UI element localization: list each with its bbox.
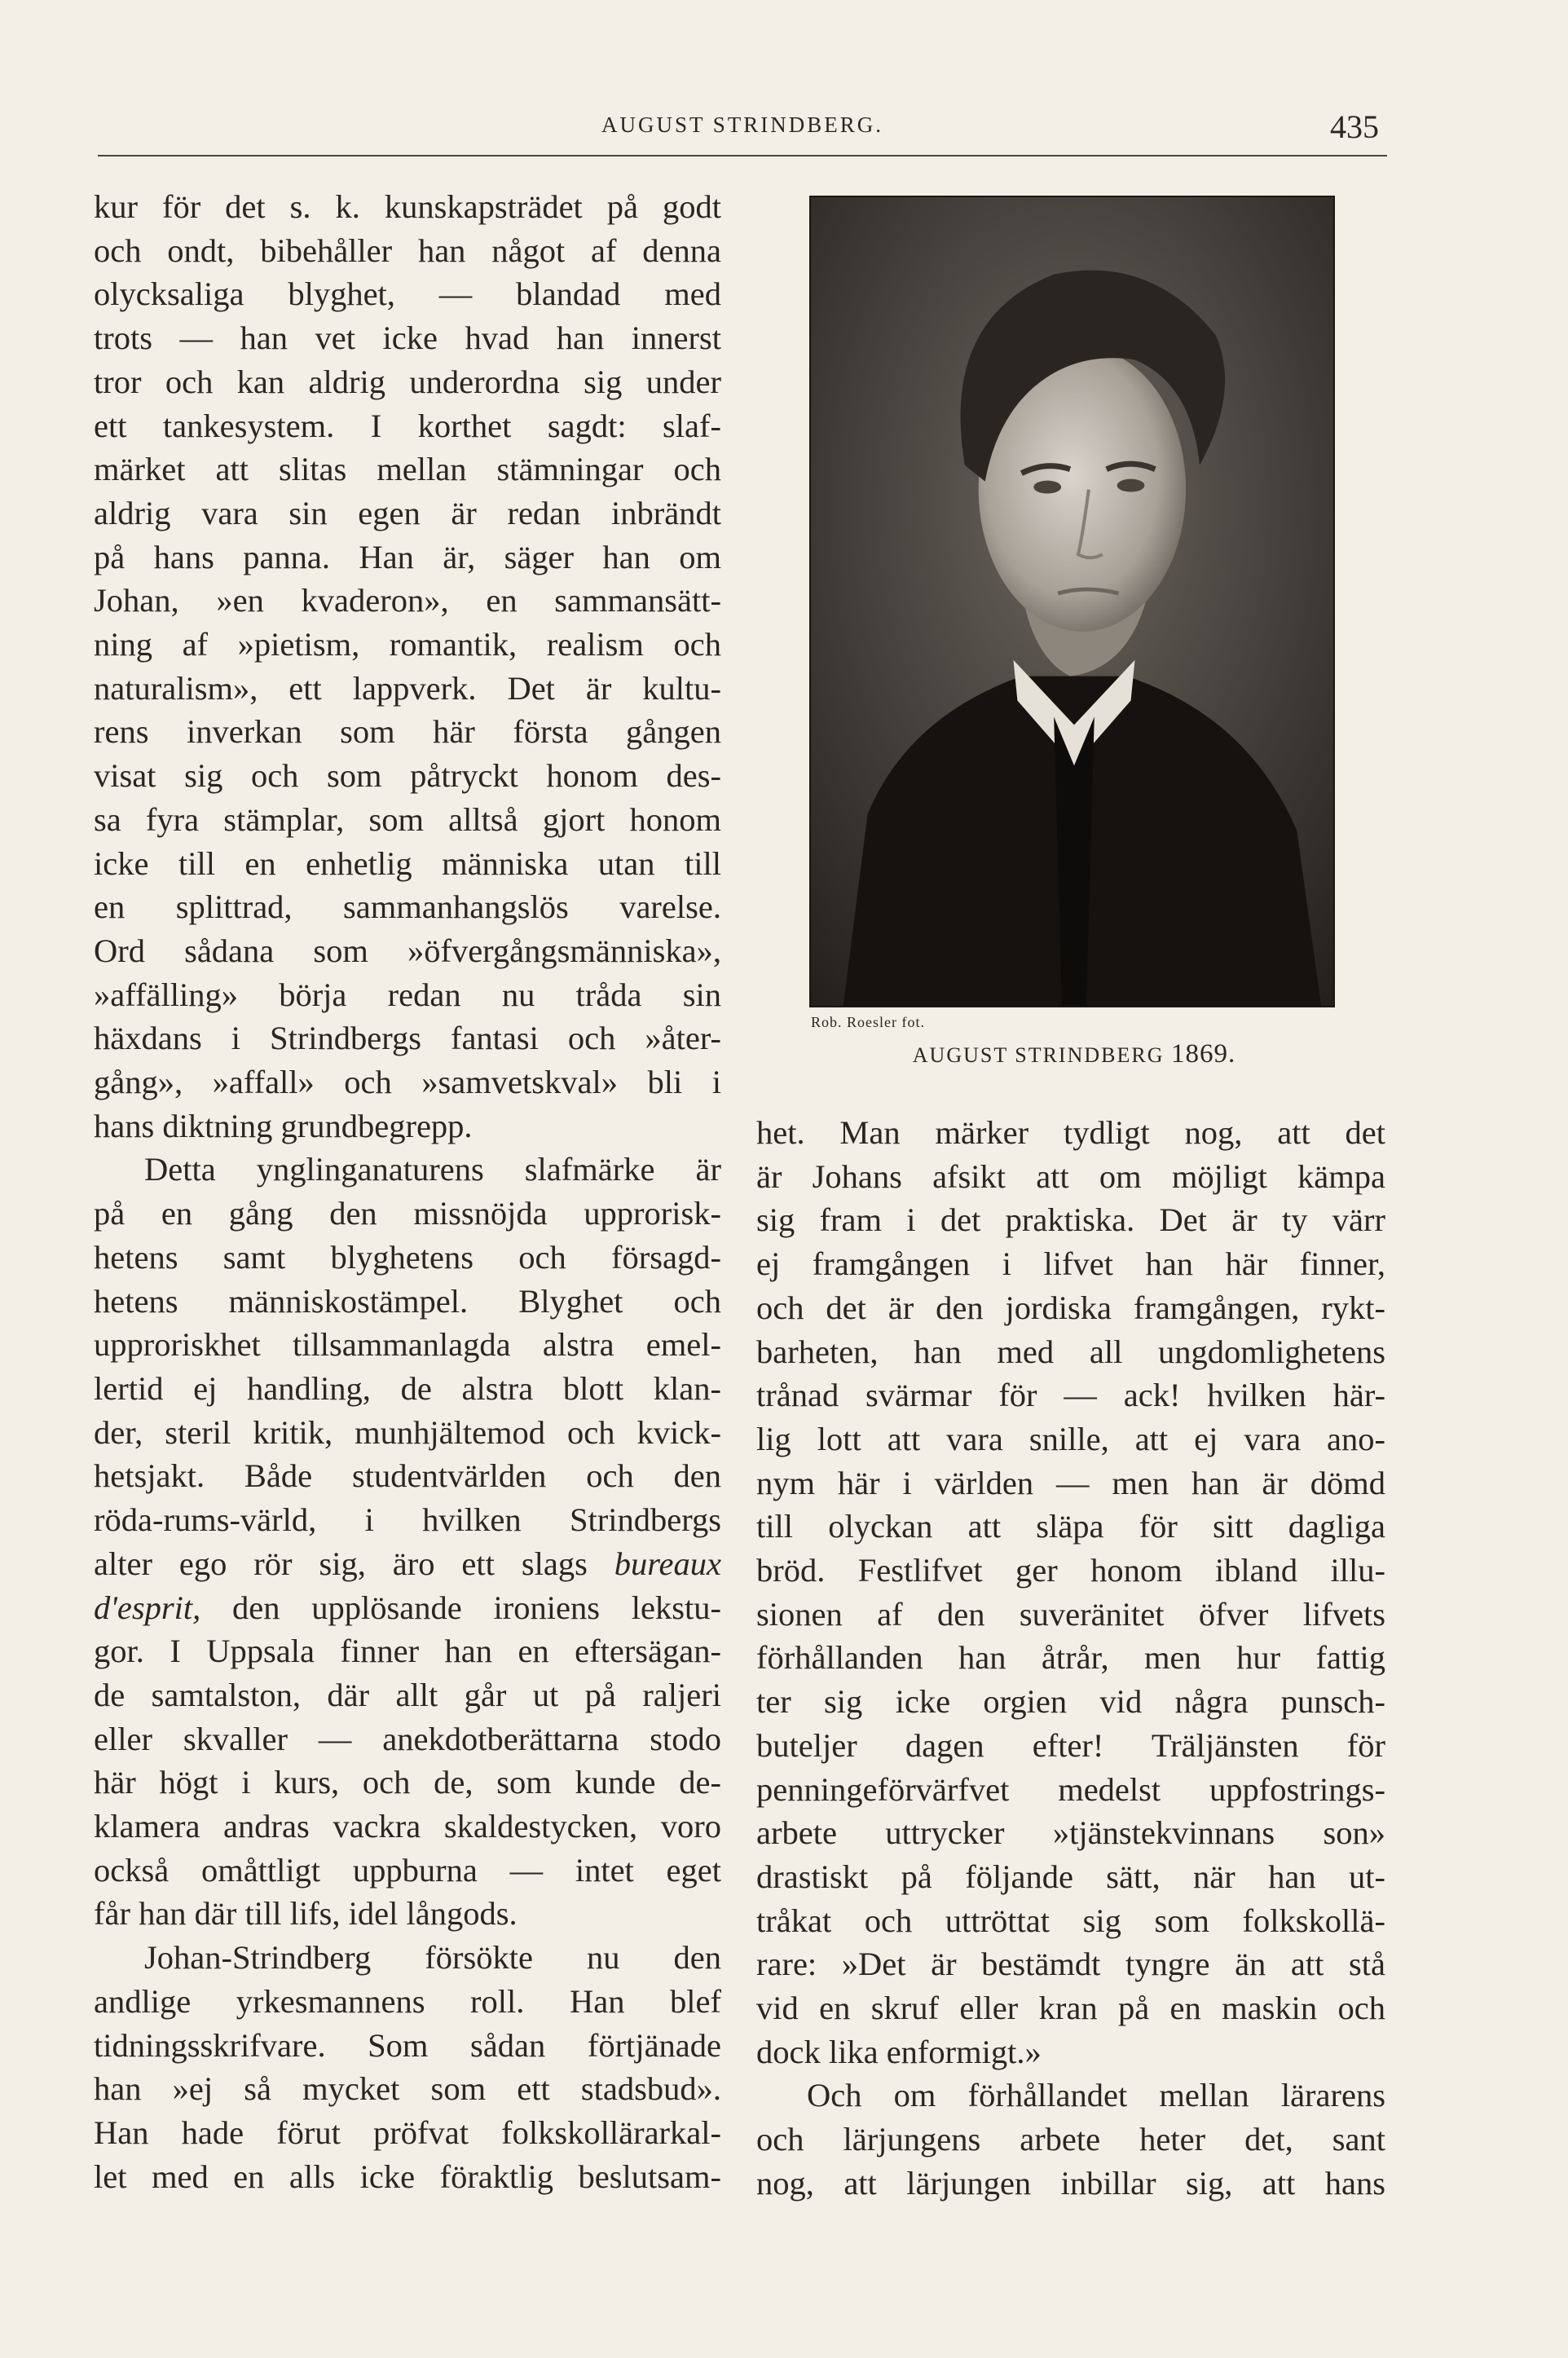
text-line: också omåttligt uppburna — intet eget — [94, 1851, 721, 1889]
text-line: sig fram i det praktiska. Det är ty värr — [756, 1201, 1385, 1239]
text-line: häxdans i Strindbergs fantasi och »åter- — [94, 1020, 721, 1057]
text-line: buteljer dagen efter! Träljänsten för — [756, 1726, 1385, 1764]
text-line: hetens samt blyghetens och försagd- — [94, 1238, 721, 1276]
portrait-photo — [809, 196, 1335, 1007]
text-line: och det är den jordiska framgången, rykt- — [756, 1289, 1385, 1326]
page-header — [98, 96, 1387, 161]
text-line: sionen af den suveränitet öfver lifvets — [756, 1595, 1385, 1633]
text-line: tror och kan aldrig underordna sig under — [94, 363, 721, 400]
text-line: icke till en enhetlig människa utan till — [94, 844, 721, 882]
text-line: der, steril kritik, munhjältemod och kvick- — [94, 1413, 721, 1451]
text-line: förhållanden han åtrår, men hur fattig — [756, 1639, 1385, 1677]
text-line: ej framgången i lifvet han här finner, — [756, 1245, 1385, 1283]
text-line: trånad svärmar för — ack! hvilken här- — [756, 1377, 1385, 1414]
text-line: drastiskt på följande sätt, när han ut- — [756, 1858, 1385, 1895]
text-line: klamera andras vackra skaldestycken, voro — [94, 1808, 721, 1845]
text-line: sa fyra stämplar, som alltså gjort honom — [94, 800, 721, 838]
text-line: röda-rums-värld, i hvilken Strindbergs — [94, 1501, 721, 1539]
header-rule — [98, 155, 1387, 156]
text-line: Johan-Strindberg försökte nu den — [144, 1939, 721, 1977]
text-line: Han hade förut pröfvat folkskollärarkal- — [94, 2113, 721, 2151]
text-line: het. Man märker tydligt nog, att det — [756, 1114, 1385, 1151]
page-number: 435 — [1330, 108, 1379, 145]
text-line: penningeförvärfvet medelst uppfostrings- — [756, 1770, 1385, 1808]
text-run: den upplösande ironiens lekstu- — [200, 1589, 721, 1626]
text-line: han »ej så mycket som ett stadsbud». — [94, 2070, 721, 2108]
text-line: hetsjakt. Både studentvärlden och den — [94, 1457, 721, 1495]
figure-caption — [809, 1039, 1339, 1069]
italic-phrase: d'esprit, — [94, 1589, 201, 1626]
text-line: naturalism», ett lappverk. Det är kultu- — [94, 669, 721, 707]
text-line: ning af »pietism, romantik, realism och — [94, 626, 721, 663]
text-line: och lärjungens arbete heter det, sant — [756, 2121, 1385, 2158]
text-line: rare: »Det är bestämdt tyngre än att stå — [756, 1946, 1385, 1983]
text-line: gor. I Uppsala finner han en eftersägan- — [94, 1633, 721, 1670]
photo-credit: Rob. Roesler fot. — [811, 1014, 925, 1030]
text-line: vid en skruf eller kran på en maskin och — [756, 1990, 1385, 2027]
text-line: Ord sådana som »öfvergångsmänniska», — [94, 932, 721, 969]
text-line: aldrig vara sin egen är redan inbrändt — [94, 494, 721, 531]
text-line: Johan, »en kvaderon», en sammansätt- — [94, 582, 721, 619]
text-line: märket att slitas mellan stämningar och — [94, 451, 721, 488]
text-line: »affälling» börja redan nu tråda sin — [94, 976, 721, 1013]
text-line: till olyckan att släpa för sitt dagliga — [756, 1508, 1385, 1545]
text-line: let med en alls icke föraktlig beslutsam- — [94, 2157, 721, 2195]
text-line: hans diktning grundbegrepp. — [94, 1107, 473, 1144]
text-line: andlige yrkesmannens roll. Han blef — [94, 1982, 721, 2020]
text-line: gång», »affall» och »samvetskval» bli i — [94, 1064, 721, 1101]
text-line: lertid ej handling, de alstra blott klan- — [94, 1369, 721, 1407]
text-line: upproriskhet tillsammanlagda alstra emel- — [94, 1326, 721, 1364]
caption-name: AUGUST STRINDBERG — [912, 1043, 1165, 1067]
text-run: alter ego rör sig, äro ett slags — [94, 1545, 588, 1582]
text-line-with-italic — [94, 1542, 721, 1586]
text-line: här högt i kurs, och de, som kunde de- — [94, 1764, 721, 1801]
text-line: visat sig och som påtryckt honom des- — [94, 757, 721, 795]
text-line: lig lott att vara snille, att ej vara ano- — [756, 1420, 1385, 1457]
portrait-figure — [809, 196, 1339, 1069]
text-line: är Johans afsikt att om möjligt kämpa — [756, 1157, 1385, 1195]
text-line: får han där till lifs, idel långods. — [94, 1895, 518, 1933]
text-line: tidningsskrifvare. Som sådan förtjänade — [94, 2026, 721, 2064]
text-line-with-italic — [94, 1586, 721, 1630]
text-line: barheten, han med all ungdomlighetens — [756, 1333, 1385, 1370]
text-line: nym här i världen — men han är dömd — [756, 1464, 1385, 1501]
text-line: och ondt, bibehåller han något af denna — [94, 231, 721, 269]
text-line: kur för det s. k. kunskapsträdet på godt — [94, 188, 721, 225]
text-line: olycksaliga blyghet, — blandad med — [94, 275, 721, 313]
text-line: på hans panna. Han är, säger han om — [94, 538, 721, 575]
running-title: AUGUST STRINDBERG. — [601, 112, 884, 137]
text-line: Detta ynglinganaturens slafmärke är — [144, 1151, 721, 1188]
text-line: arbete uttrycker »tjänstekvinnans son» — [756, 1814, 1385, 1852]
text-line: en splittrad, sammanhangslös varelse. — [94, 888, 721, 926]
text-line: trots — han vet icke hvad han innerst — [94, 320, 721, 357]
text-line: ter sig icke orgien vid några punsch- — [756, 1683, 1385, 1721]
text-line: ett tankesystem. I korthet sagdt: slaf- — [94, 407, 721, 444]
text-line: tråkat och uttröttat sig som folkskollä- — [756, 1902, 1385, 1939]
text-line: bröd. Festlifvet ger honom ibland illu- — [756, 1552, 1385, 1589]
text-line: hetens människostämpel. Blyghet och — [94, 1282, 721, 1320]
text-line: på en gång den missnöjda upprorisk- — [94, 1195, 721, 1232]
text-column-right — [756, 1111, 1385, 2206]
text-line: de samtalston, där allt går ut på raljeri — [94, 1676, 721, 1713]
text-line: Och om förhållandet mellan lärarens — [807, 2077, 1385, 2114]
text-line: dock lika enformigt.» — [756, 2033, 1042, 2070]
caption-year: 1869. — [1170, 1039, 1236, 1069]
text-line: eller skvaller — anekdotberättarna stodo — [94, 1720, 721, 1757]
text-line: nog, att lärjungen inbillar sig, att hans — [756, 2164, 1385, 2202]
italic-phrase: bureaux — [614, 1545, 721, 1582]
text-line: rens inverkan som här första gången — [94, 713, 721, 751]
text-column-left — [94, 185, 721, 2198]
